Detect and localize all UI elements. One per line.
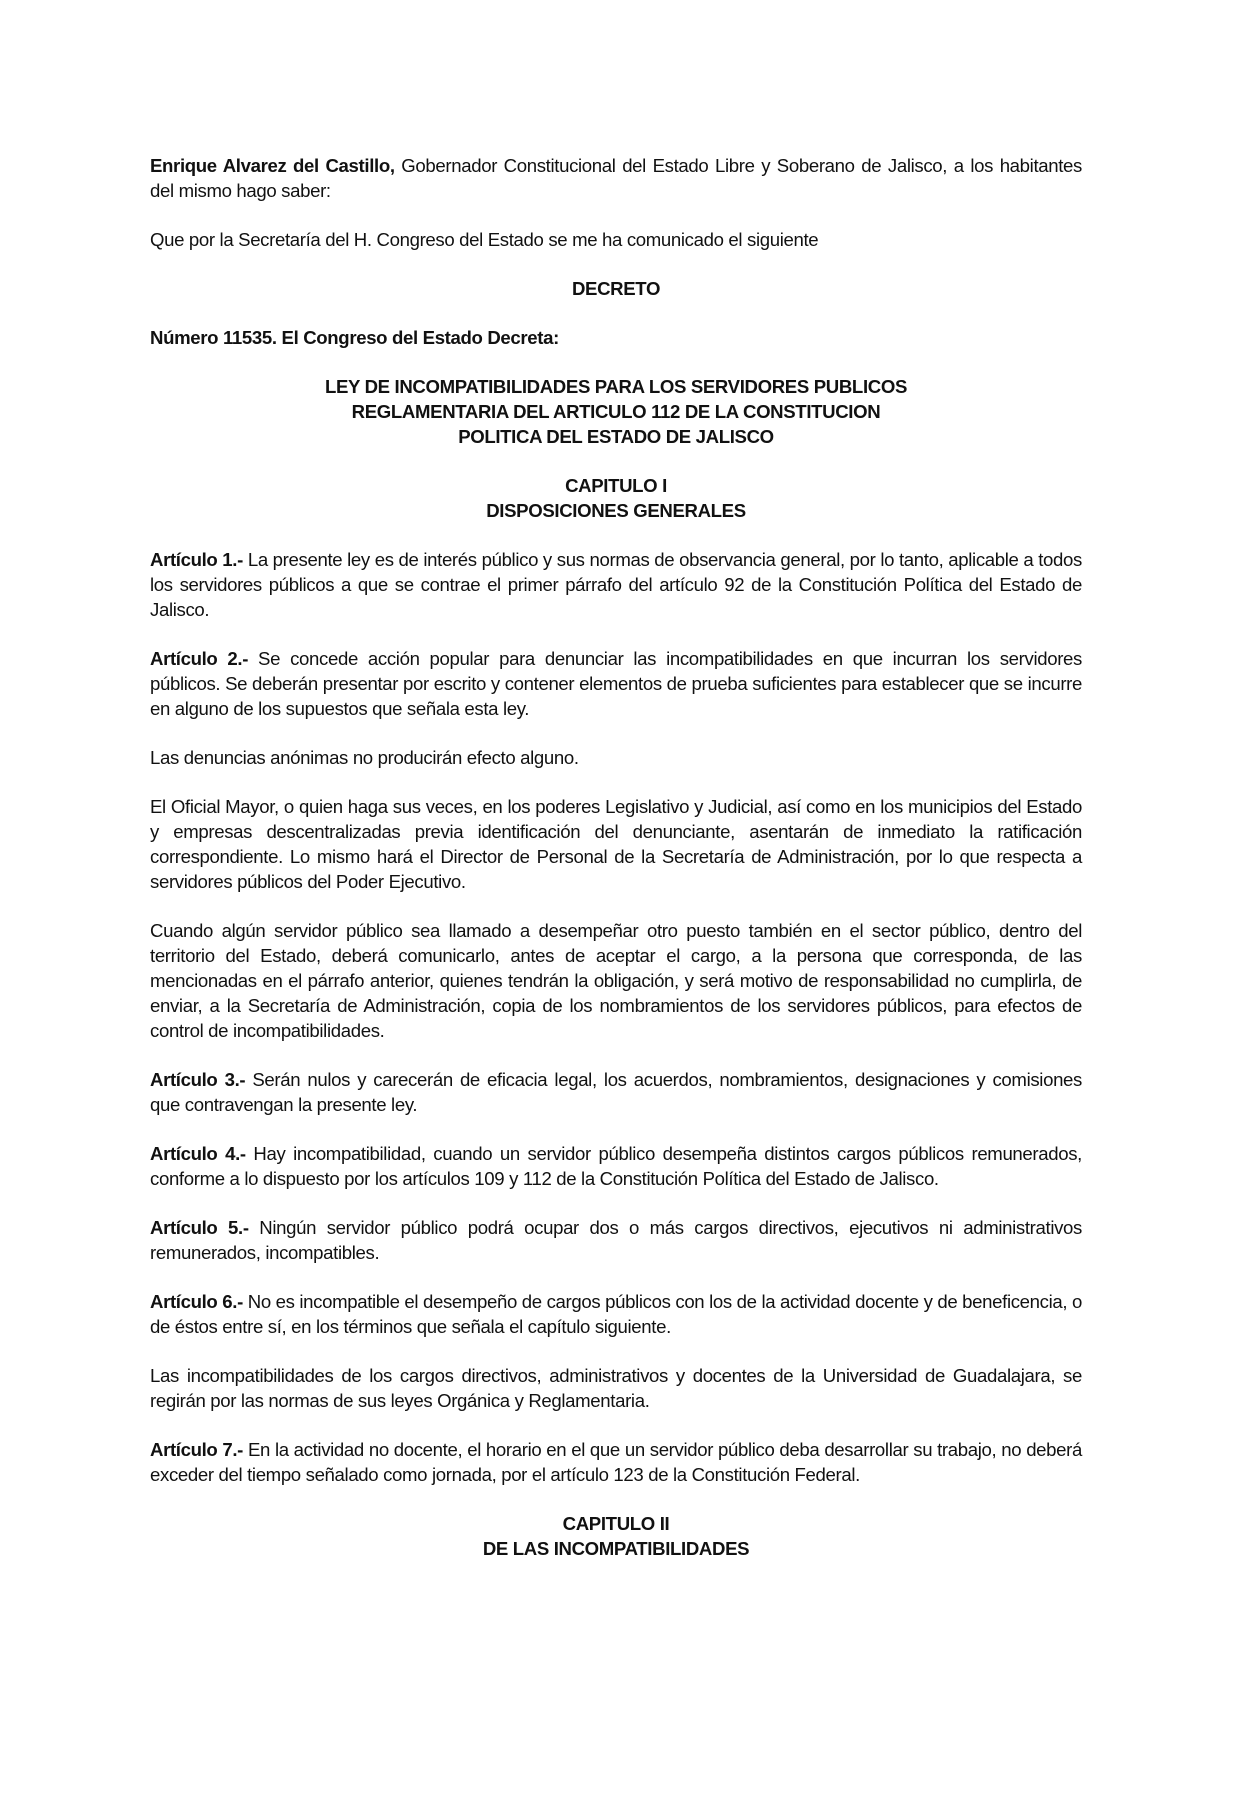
decree-heading: DECRETO [571, 278, 661, 299]
chapter-2-heading [150, 1511, 1082, 1561]
chapter-1-title: DISPOSICIONES GENERALES [486, 500, 746, 521]
law-title [150, 374, 1082, 449]
law-title-line: REGLAMENTARIA DEL ARTICULO 112 DE LA CONSTITUCION [351, 401, 881, 422]
document-page [150, 153, 1082, 1585]
governor-name: Enrique Alvarez del Castillo, [150, 155, 395, 176]
article-2-text: Se concede acción popular para denunciar las incompatibilidades en que incurran los servidores públicos. Se deberán presentar por escrito y contener elementos de prueba suficientes para establecer que se incurre en alguno de los supuestos que señala esta ley. [150, 648, 1082, 719]
governor-text: Gobernador Constitucional del Estado Libre y Soberano de Jalisco, a los habitantes del mismo hago saber: [150, 155, 1082, 201]
law-title-line: POLITICA DEL ESTADO DE JALISCO [458, 426, 774, 447]
article-2-paragraph-4: Cuando algún servidor público sea llamado a desempeñar otro puesto también en el sector público, dentro del territorio del Estado, deberá comunicarlo, antes de aceptar el cargo, a la persona que corresponda, de las mencionadas en el párrafo anterior, quienes tendrán la obligación, y será motivo de responsabilidad no cumplirla, de enviar, a la Secretaría de Administración, copia de los nombramientos de los servidores públicos, para efectos de control de incompatibilidades. [150, 920, 1082, 1041]
article-4-text: Hay incompatibilidad, cuando un servidor público desempeña distintos cargos públicos remunerados, conforme a lo dispuesto por los artículos 109 y 112 de la Constitución Política del Estado de Jalisco. [150, 1143, 1082, 1189]
chapter-2-number: CAPITULO II [562, 1513, 670, 1534]
article-6-text: No es incompatible el desempeño de cargos públicos con los de la actividad docente y de beneficencia, o de éstos entre sí, en los términos que señala el capítulo siguiente. [150, 1291, 1083, 1337]
article-6-paragraph-2: Las incompatibilidades de los cargos directivos, administrativos y docentes de la Universidad de Guadalajara, se regirán por las normas de sus leyes Orgánica y Reglamentaria. [150, 1365, 1082, 1411]
article-7 [150, 1437, 1082, 1487]
decree-number-line: Número 11535. El Congreso del Estado Decreta: [150, 327, 559, 348]
article-3 [150, 1067, 1082, 1117]
article-5 [150, 1215, 1082, 1265]
article-1-label: Artículo 1.- [150, 549, 243, 570]
intro-paragraph [150, 153, 1082, 203]
chapter-1-heading [150, 473, 1082, 523]
article-3-label: Artículo 3.- [150, 1069, 246, 1090]
communication-paragraph: Que por la Secretaría del H. Congreso del Estado se me ha comunicado el siguiente [150, 229, 819, 250]
law-title-line: LEY DE INCOMPATIBILIDADES PARA LOS SERVIDORES PUBLICOS [324, 376, 908, 397]
article-1-text: La presente ley es de interés público y sus normas de observancia general, por lo tanto, aplicable a todos los servidores públicos a que se contrae el primer párrafo del artículo 92 de la Constitución Política del Estado de Jalisco. [150, 549, 1082, 620]
chapter-2-title: DE LAS INCOMPATIBILIDADES [482, 1538, 750, 1559]
article-4-label: Artículo 4.- [150, 1143, 246, 1164]
article-7-label: Artículo 7.- [150, 1439, 244, 1460]
article-2-label: Artículo 2.- [150, 648, 249, 669]
article-6 [150, 1289, 1082, 1339]
article-2-paragraph-2: Las denuncias anónimas no producirán efecto alguno. [150, 747, 579, 768]
article-2 [150, 646, 1082, 721]
article-6-label: Artículo 6.- [150, 1291, 243, 1312]
article-2-paragraph-3: El Oficial Mayor, o quien haga sus veces, en los poderes Legislativo y Judicial, así como en los municipios del Estado y empresas descentralizadas previa identificación del denunciante, asentarán de inmediato la ratificación correspondiente. Lo mismo hará el Director de Personal de la Secretaría de Administración, por lo que respecta a servidores públicos del Poder Ejecutivo. [150, 796, 1082, 892]
article-7-text: En la actividad no docente, el horario en el que un servidor público deba desarrollar su trabajo, no deberá exceder del tiempo señalado como jornada, por el artículo 123 de la Constitución Federal. [150, 1439, 1082, 1485]
article-3-text: Serán nulos y carecerán de eficacia legal, los acuerdos, nombramientos, designaciones y comisiones que contravengan la presente ley. [150, 1069, 1082, 1115]
article-5-text: Ningún servidor público podrá ocupar dos o más cargos directivos, ejecutivos ni administrativos remunerados, incompatibles. [150, 1217, 1082, 1263]
article-5-label: Artículo 5.- [150, 1217, 249, 1238]
chapter-1-number: CAPITULO I [565, 475, 667, 496]
article-1 [150, 547, 1082, 622]
article-4 [150, 1141, 1082, 1191]
